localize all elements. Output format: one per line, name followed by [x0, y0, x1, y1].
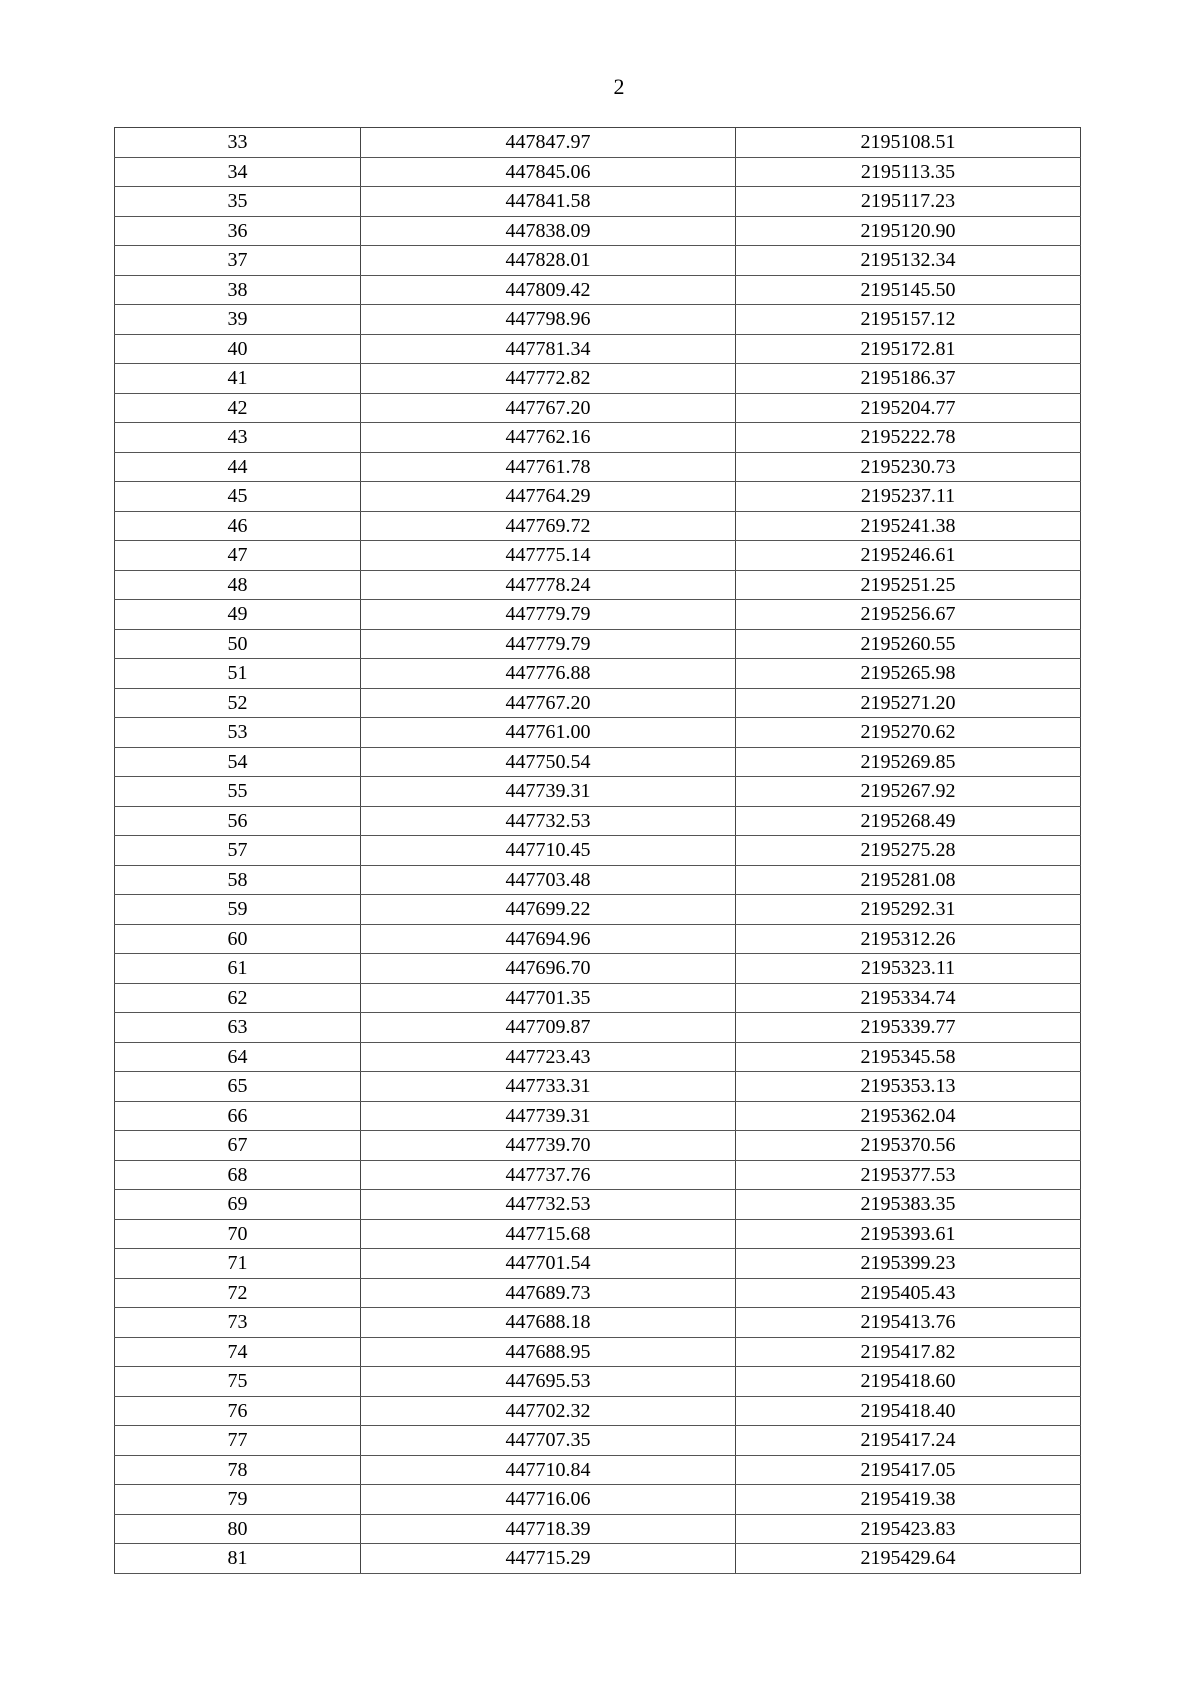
table-row — [115, 187, 1081, 217]
x-coordinate-cell: 447694.96 — [361, 924, 736, 954]
y-coordinate-cell: 2195271.20 — [736, 688, 1081, 718]
y-coordinate-cell: 2195334.74 — [736, 983, 1081, 1013]
x-coordinate-cell: 447828.01 — [361, 246, 736, 276]
table-row — [115, 1042, 1081, 1072]
y-coordinate-cell: 2195268.49 — [736, 806, 1081, 836]
x-coordinate-cell: 447776.88 — [361, 659, 736, 689]
y-coordinate-cell: 2195265.98 — [736, 659, 1081, 689]
x-coordinate-cell: 447761.00 — [361, 718, 736, 748]
table-row — [115, 718, 1081, 748]
x-coordinate-cell: 447707.35 — [361, 1426, 736, 1456]
table-row — [115, 924, 1081, 954]
table-row — [115, 688, 1081, 718]
y-coordinate-cell: 2195377.53 — [736, 1160, 1081, 1190]
table-row — [115, 1367, 1081, 1397]
x-coordinate-cell: 447715.29 — [361, 1544, 736, 1574]
x-coordinate-cell: 447688.18 — [361, 1308, 736, 1338]
x-coordinate-cell: 447715.68 — [361, 1219, 736, 1249]
table-row — [115, 806, 1081, 836]
x-coordinate-cell: 447703.48 — [361, 865, 736, 895]
y-coordinate-cell: 2195418.60 — [736, 1367, 1081, 1397]
y-coordinate-cell: 2195312.26 — [736, 924, 1081, 954]
table-row — [115, 1101, 1081, 1131]
table-row — [115, 482, 1081, 512]
point-number-cell: 55 — [115, 777, 361, 807]
x-coordinate-cell: 447723.43 — [361, 1042, 736, 1072]
table-row — [115, 1219, 1081, 1249]
table-row — [115, 305, 1081, 335]
y-coordinate-cell: 2195267.92 — [736, 777, 1081, 807]
y-coordinate-cell: 2195417.24 — [736, 1426, 1081, 1456]
point-number-cell: 33 — [115, 128, 361, 158]
x-coordinate-cell: 447732.53 — [361, 806, 736, 836]
y-coordinate-cell: 2195256.67 — [736, 600, 1081, 630]
y-coordinate-cell: 2195353.13 — [736, 1072, 1081, 1102]
point-number-cell: 80 — [115, 1514, 361, 1544]
table-row — [115, 1131, 1081, 1161]
point-number-cell: 35 — [115, 187, 361, 217]
point-number-cell: 46 — [115, 511, 361, 541]
y-coordinate-cell: 2195275.28 — [736, 836, 1081, 866]
y-coordinate-cell: 2195423.83 — [736, 1514, 1081, 1544]
table-row — [115, 216, 1081, 246]
y-coordinate-cell: 2195370.56 — [736, 1131, 1081, 1161]
table-row — [115, 423, 1081, 453]
x-coordinate-cell: 447838.09 — [361, 216, 736, 246]
y-coordinate-cell: 2195251.25 — [736, 570, 1081, 600]
table-row — [115, 1072, 1081, 1102]
x-coordinate-cell: 447761.78 — [361, 452, 736, 482]
point-number-cell: 45 — [115, 482, 361, 512]
point-number-cell: 61 — [115, 954, 361, 984]
point-number-cell: 47 — [115, 541, 361, 571]
table-row — [115, 157, 1081, 187]
table-row — [115, 1396, 1081, 1426]
point-number-cell: 44 — [115, 452, 361, 482]
point-number-cell: 81 — [115, 1544, 361, 1574]
table-row — [115, 1249, 1081, 1279]
point-number-cell: 76 — [115, 1396, 361, 1426]
point-number-cell: 75 — [115, 1367, 361, 1397]
coordinates-table-body — [115, 128, 1081, 1574]
table-row — [115, 1013, 1081, 1043]
x-coordinate-cell: 447733.31 — [361, 1072, 736, 1102]
table-row — [115, 128, 1081, 158]
x-coordinate-cell: 447769.72 — [361, 511, 736, 541]
table-row — [115, 364, 1081, 394]
point-number-cell: 58 — [115, 865, 361, 895]
x-coordinate-cell: 447779.79 — [361, 600, 736, 630]
table-row — [115, 600, 1081, 630]
table-row — [115, 777, 1081, 807]
y-coordinate-cell: 2195339.77 — [736, 1013, 1081, 1043]
y-coordinate-cell: 2195405.43 — [736, 1278, 1081, 1308]
y-coordinate-cell: 2195246.61 — [736, 541, 1081, 571]
table-row — [115, 1455, 1081, 1485]
x-coordinate-cell: 447778.24 — [361, 570, 736, 600]
x-coordinate-cell: 447732.53 — [361, 1190, 736, 1220]
point-number-cell: 56 — [115, 806, 361, 836]
y-coordinate-cell: 2195281.08 — [736, 865, 1081, 895]
table-row — [115, 865, 1081, 895]
point-number-cell: 77 — [115, 1426, 361, 1456]
x-coordinate-cell: 447718.39 — [361, 1514, 736, 1544]
point-number-cell: 71 — [115, 1249, 361, 1279]
y-coordinate-cell: 2195429.64 — [736, 1544, 1081, 1574]
table-row — [115, 334, 1081, 364]
y-coordinate-cell: 2195108.51 — [736, 128, 1081, 158]
point-number-cell: 66 — [115, 1101, 361, 1131]
point-number-cell: 73 — [115, 1308, 361, 1338]
y-coordinate-cell: 2195292.31 — [736, 895, 1081, 925]
point-number-cell: 62 — [115, 983, 361, 1013]
y-coordinate-cell: 2195117.23 — [736, 187, 1081, 217]
table-row — [115, 895, 1081, 925]
table-row — [115, 541, 1081, 571]
y-coordinate-cell: 2195145.50 — [736, 275, 1081, 305]
x-coordinate-cell: 447767.20 — [361, 393, 736, 423]
point-number-cell: 49 — [115, 600, 361, 630]
y-coordinate-cell: 2195419.38 — [736, 1485, 1081, 1515]
y-coordinate-cell: 2195157.12 — [736, 305, 1081, 335]
x-coordinate-cell: 447739.31 — [361, 777, 736, 807]
table-row — [115, 983, 1081, 1013]
table-row — [115, 1160, 1081, 1190]
x-coordinate-cell: 447775.14 — [361, 541, 736, 571]
point-number-cell: 43 — [115, 423, 361, 453]
point-number-cell: 70 — [115, 1219, 361, 1249]
y-coordinate-cell: 2195120.90 — [736, 216, 1081, 246]
point-number-cell: 40 — [115, 334, 361, 364]
x-coordinate-cell: 447764.29 — [361, 482, 736, 512]
point-number-cell: 69 — [115, 1190, 361, 1220]
table-row — [115, 1278, 1081, 1308]
table-row — [115, 629, 1081, 659]
table-row — [115, 452, 1081, 482]
x-coordinate-cell: 447689.73 — [361, 1278, 736, 1308]
point-number-cell: 72 — [115, 1278, 361, 1308]
table-row — [115, 747, 1081, 777]
table-row — [115, 570, 1081, 600]
x-coordinate-cell: 447779.79 — [361, 629, 736, 659]
y-coordinate-cell: 2195132.34 — [736, 246, 1081, 276]
x-coordinate-cell: 447798.96 — [361, 305, 736, 335]
y-coordinate-cell: 2195204.77 — [736, 393, 1081, 423]
x-coordinate-cell: 447709.87 — [361, 1013, 736, 1043]
y-coordinate-cell: 2195413.76 — [736, 1308, 1081, 1338]
coordinates-table — [114, 127, 1081, 1574]
y-coordinate-cell: 2195270.62 — [736, 718, 1081, 748]
y-coordinate-cell: 2195186.37 — [736, 364, 1081, 394]
point-number-cell: 78 — [115, 1455, 361, 1485]
x-coordinate-cell: 447695.53 — [361, 1367, 736, 1397]
table-row — [115, 1190, 1081, 1220]
point-number-cell: 38 — [115, 275, 361, 305]
x-coordinate-cell: 447688.95 — [361, 1337, 736, 1367]
point-number-cell: 57 — [115, 836, 361, 866]
x-coordinate-cell: 447772.82 — [361, 364, 736, 394]
point-number-cell: 36 — [115, 216, 361, 246]
x-coordinate-cell: 447762.16 — [361, 423, 736, 453]
point-number-cell: 37 — [115, 246, 361, 276]
table-row — [115, 393, 1081, 423]
point-number-cell: 79 — [115, 1485, 361, 1515]
point-number-cell: 63 — [115, 1013, 361, 1043]
y-coordinate-cell: 2195417.05 — [736, 1455, 1081, 1485]
point-number-cell: 52 — [115, 688, 361, 718]
table-row — [115, 659, 1081, 689]
y-coordinate-cell: 2195393.61 — [736, 1219, 1081, 1249]
x-coordinate-cell: 447696.70 — [361, 954, 736, 984]
table-row — [115, 1544, 1081, 1574]
table-row — [115, 1337, 1081, 1367]
x-coordinate-cell: 447701.35 — [361, 983, 736, 1013]
table-row — [115, 1514, 1081, 1544]
point-number-cell: 42 — [115, 393, 361, 423]
table-row — [115, 836, 1081, 866]
y-coordinate-cell: 2195237.11 — [736, 482, 1081, 512]
x-coordinate-cell: 447716.06 — [361, 1485, 736, 1515]
point-number-cell: 53 — [115, 718, 361, 748]
point-number-cell: 51 — [115, 659, 361, 689]
x-coordinate-cell: 447845.06 — [361, 157, 736, 187]
x-coordinate-cell: 447781.34 — [361, 334, 736, 364]
point-number-cell: 54 — [115, 747, 361, 777]
y-coordinate-cell: 2195383.35 — [736, 1190, 1081, 1220]
x-coordinate-cell: 447809.42 — [361, 275, 736, 305]
table-row — [115, 275, 1081, 305]
x-coordinate-cell: 447841.58 — [361, 187, 736, 217]
point-number-cell: 68 — [115, 1160, 361, 1190]
x-coordinate-cell: 447750.54 — [361, 747, 736, 777]
point-number-cell: 41 — [115, 364, 361, 394]
y-coordinate-cell: 2195399.23 — [736, 1249, 1081, 1279]
point-number-cell: 64 — [115, 1042, 361, 1072]
y-coordinate-cell: 2195113.35 — [736, 157, 1081, 187]
y-coordinate-cell: 2195241.38 — [736, 511, 1081, 541]
table-row — [115, 511, 1081, 541]
page-number: 2 — [613, 74, 625, 99]
y-coordinate-cell: 2195417.82 — [736, 1337, 1081, 1367]
table-row — [115, 1485, 1081, 1515]
x-coordinate-cell: 447739.31 — [361, 1101, 736, 1131]
table-row — [115, 954, 1081, 984]
y-coordinate-cell: 2195230.73 — [736, 452, 1081, 482]
point-number-cell: 65 — [115, 1072, 361, 1102]
y-coordinate-cell: 2195269.85 — [736, 747, 1081, 777]
x-coordinate-cell: 447702.32 — [361, 1396, 736, 1426]
point-number-cell: 50 — [115, 629, 361, 659]
x-coordinate-cell: 447739.70 — [361, 1131, 736, 1161]
point-number-cell: 74 — [115, 1337, 361, 1367]
x-coordinate-cell: 447847.97 — [361, 128, 736, 158]
y-coordinate-cell: 2195418.40 — [736, 1396, 1081, 1426]
x-coordinate-cell: 447737.76 — [361, 1160, 736, 1190]
y-coordinate-cell: 2195323.11 — [736, 954, 1081, 984]
point-number-cell: 60 — [115, 924, 361, 954]
x-coordinate-cell: 447710.84 — [361, 1455, 736, 1485]
point-number-cell: 39 — [115, 305, 361, 335]
table-row — [115, 246, 1081, 276]
y-coordinate-cell: 2195260.55 — [736, 629, 1081, 659]
table-row — [115, 1308, 1081, 1338]
table-row — [115, 1426, 1081, 1456]
x-coordinate-cell: 447701.54 — [361, 1249, 736, 1279]
x-coordinate-cell: 447699.22 — [361, 895, 736, 925]
point-number-cell: 34 — [115, 157, 361, 187]
point-number-cell: 59 — [115, 895, 361, 925]
y-coordinate-cell: 2195362.04 — [736, 1101, 1081, 1131]
y-coordinate-cell: 2195345.58 — [736, 1042, 1081, 1072]
point-number-cell: 48 — [115, 570, 361, 600]
y-coordinate-cell: 2195172.81 — [736, 334, 1081, 364]
y-coordinate-cell: 2195222.78 — [736, 423, 1081, 453]
x-coordinate-cell: 447710.45 — [361, 836, 736, 866]
point-number-cell: 67 — [115, 1131, 361, 1161]
x-coordinate-cell: 447767.20 — [361, 688, 736, 718]
